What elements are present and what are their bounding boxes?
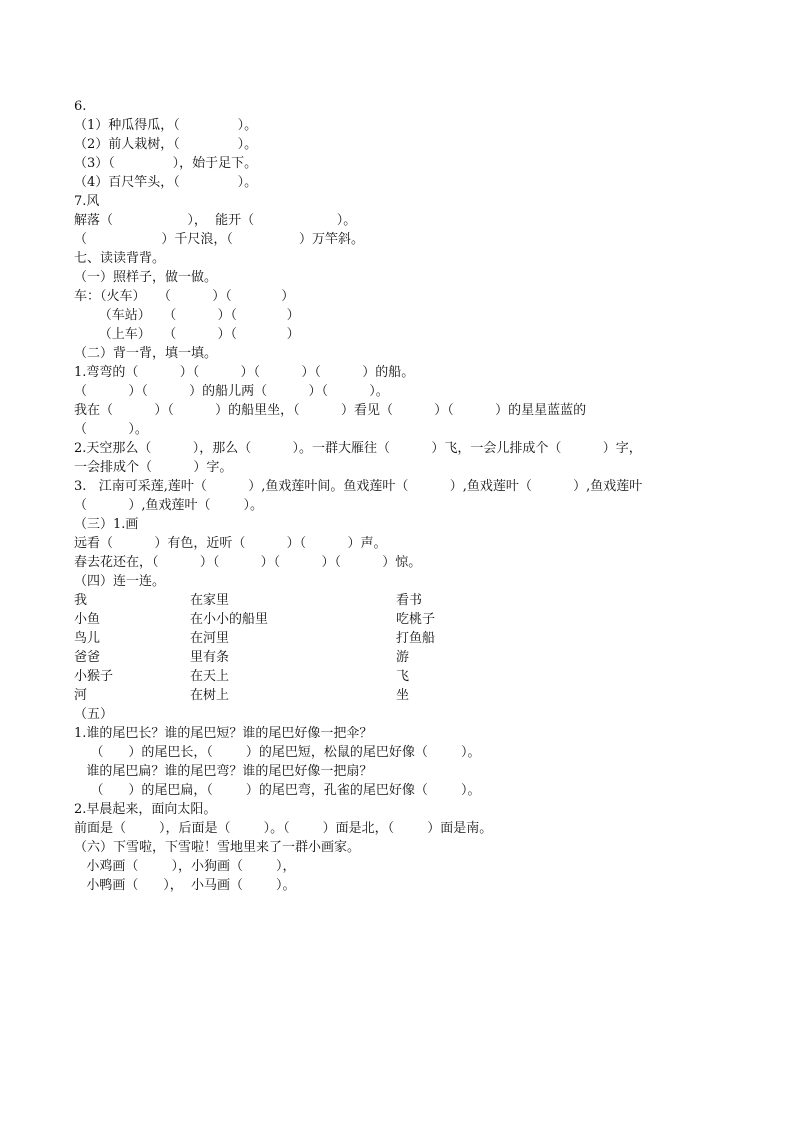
match-action: 坐 (396, 688, 410, 703)
text-line: 小鸡画（ ），小狗画（ ）， (74, 859, 296, 874)
match-subject: 爸爸 (74, 650, 101, 665)
text-line: （4）百尺竿头，（ ）。 (74, 175, 258, 190)
text-line: （二）背一背，填一填。 (74, 346, 218, 361)
match-action: 飞 (396, 669, 410, 684)
match-place: 里有条 (190, 650, 230, 665)
match-place: 在小小的船里 (190, 612, 269, 627)
text-line: （五） (74, 707, 114, 722)
match-action: 看书 (396, 593, 423, 608)
match-row (74, 591, 754, 610)
text-line: 谁的尾巴扁？谁的尾巴弯？谁的尾巴好像一把扇？ (74, 764, 373, 779)
match-subject: 我 (74, 593, 88, 608)
text-line: 7.风 (74, 194, 100, 209)
match-row (74, 686, 754, 705)
text-line: 远看（ ）有色，近听（ ）（ ）声。 (74, 536, 387, 551)
match-row (74, 667, 754, 686)
match-row (74, 648, 754, 667)
text-line: 一会排成个（ ）字。 (74, 460, 233, 475)
match-action: 吃桃子 (396, 612, 436, 627)
text-line: 2.天空那么（ ），那么（ ）。一群大雁往（ ）飞，一会儿排成个（ ）字， (74, 441, 642, 456)
match-place: 在家里 (190, 593, 230, 608)
text-line: （一）照样子，做一做。 (74, 270, 218, 285)
text-line: 前面是（ ），后面是（ ）。（ ）面是北，（ ）面是南。 (74, 821, 493, 836)
text-line: 1.弯弯的（ ）（ ）（ ）（ ）的船。 (74, 365, 415, 380)
text-line: 春去花还在，（ ）（ ）（ ）（ ）惊。 (74, 555, 422, 570)
match-action: 打鱼船 (396, 631, 436, 646)
match-place: 在河里 (190, 631, 230, 646)
text-line: （ ）,鱼戏莲叶（ ）。 (74, 498, 264, 513)
match-subject: 河 (74, 688, 88, 703)
text-line: 6. (74, 99, 87, 114)
worksheet-page (74, 97, 754, 895)
match-subject: 小鱼 (74, 612, 101, 627)
text-line: 解落（ ）， 能开（ ）。 (74, 213, 357, 228)
text-line: （ ）。 (74, 422, 148, 437)
text-line: （车站） （ ）（ ） (74, 308, 300, 323)
text-line: （上车） （ ）（ ） (74, 327, 300, 342)
text-line: （ ）的尾巴长，（ ）的尾巴短，松鼠的尾巴好像（ ）。 (74, 745, 481, 760)
match-place: 在天上 (190, 669, 230, 684)
text-line: （1）种瓜得瓜，（ ）。 (74, 118, 258, 133)
text-line: （三）1.画 (74, 517, 139, 532)
text-line: （ ）的尾巴扁，（ ）的尾巴弯，孔雀的尾巴好像（ ）。 (74, 783, 481, 798)
text-line: 3. 江南可采莲,莲叶（ ）,鱼戏莲叶间。鱼戏莲叶（ ）,鱼戏莲叶（ ）,鱼戏莲叶 (74, 479, 643, 494)
text-line: 小鸭画（ ）， 小马画（ ）。 (74, 878, 296, 893)
text-line: 车：（火车） （ ）（ ） (74, 289, 295, 304)
text-line: 2.早晨起来，面向太阳。 (74, 802, 217, 817)
match-row (74, 629, 754, 648)
match-place: 在树上 (190, 688, 230, 703)
match-row (74, 610, 754, 629)
match-subject: 小猴子 (74, 669, 114, 684)
matching-table (74, 591, 754, 705)
text-line: 我在（ ）（ ）的船里坐，（ ）看见（ ）（ ）的星星蓝蓝的 (74, 403, 587, 418)
text-line: （四）连一连。 (74, 574, 166, 589)
text-line: （3）（ ），始于足下。 (74, 156, 258, 171)
section-heading: 七、读读背背。 (74, 251, 166, 266)
text-line: （ ）（ ）的船儿两（ ）（ ）。 (74, 384, 389, 399)
match-action: 游 (396, 650, 410, 665)
text-line: （2）前人栽树，（ ）。 (74, 137, 258, 152)
text-line: （ ）千尺浪，（ ）万竿斜。 (74, 232, 364, 247)
text-line: （六）下雪啦，下雪啦！雪地里来了一群小画家。 (74, 840, 361, 855)
match-subject: 鸟儿 (74, 631, 101, 646)
text-line: 1.谁的尾巴长？谁的尾巴短？谁的尾巴好像一把伞？ (74, 726, 373, 741)
